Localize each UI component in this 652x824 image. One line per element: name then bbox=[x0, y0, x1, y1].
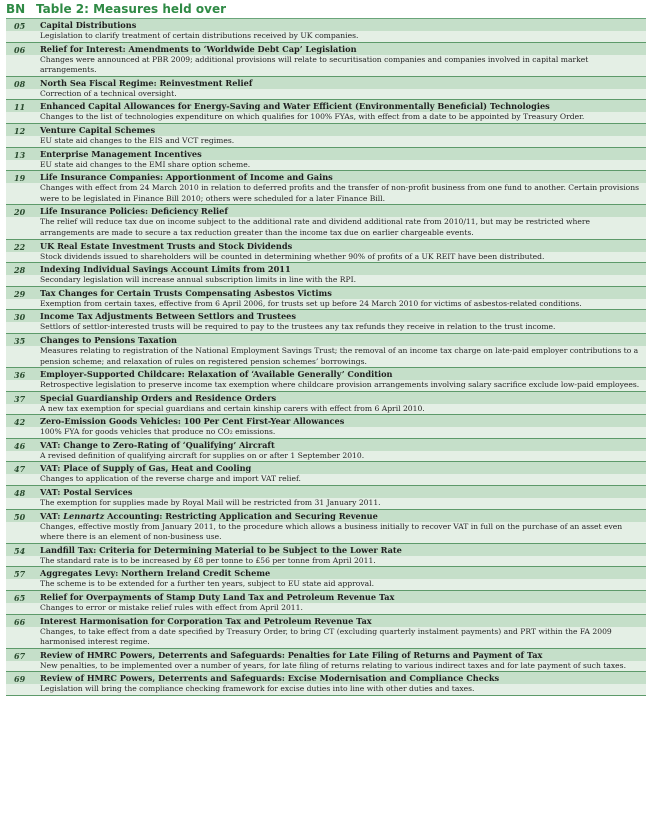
measure-description: EU state aid changes to the EMI share option scheme. bbox=[40, 159, 251, 169]
row-body bbox=[36, 510, 646, 543]
measure-title: Relief for Overpayments of Stamp Duty Land Tax and Petroleum Revenue Tax bbox=[36, 591, 646, 603]
row-body bbox=[36, 310, 646, 333]
measure-title: Enterprise Management Incentives bbox=[36, 148, 646, 160]
table-row bbox=[6, 124, 646, 148]
bn-number: 13 bbox=[6, 148, 36, 171]
measure-description: Measures relating to registration of the National Employment Savings Trust; the removal of an income tax charge on late-paid employer contributions to a pension scheme; and relaxation of rules on registered pension schemes’ borrowings. bbox=[40, 345, 639, 366]
table-row bbox=[6, 368, 646, 392]
row-body bbox=[36, 591, 646, 614]
row-body bbox=[36, 43, 646, 76]
row-body bbox=[36, 544, 646, 567]
bn-number: 11 bbox=[6, 100, 36, 123]
table-row bbox=[6, 567, 646, 591]
bn-number: 46 bbox=[6, 439, 36, 462]
bn-number: 12 bbox=[6, 124, 36, 147]
row-body bbox=[36, 124, 646, 147]
table-row bbox=[6, 19, 646, 43]
row-body bbox=[36, 462, 646, 485]
table-row bbox=[6, 43, 646, 77]
table-row bbox=[6, 649, 646, 673]
bn-number: 35 bbox=[6, 334, 36, 367]
row-body bbox=[36, 334, 646, 367]
measure-description: 100% FYA for goods vehicles that produce no CO₂ emissions. bbox=[40, 427, 276, 437]
measure-description: Secondary legislation will increase annual subscription limits in line with the RPI. bbox=[40, 275, 357, 285]
measure-title: UK Real Estate Investment Trusts and Stock Dividends bbox=[36, 240, 646, 252]
measure-description: New penalties, to be implemented over a number of years, for late filing of returns relating to various indirect taxes and for late payment of such taxes. bbox=[40, 660, 626, 670]
bn-number: 06 bbox=[6, 43, 36, 76]
measure-title: Income Tax Adjustments Between Settlors and Trustees bbox=[36, 310, 646, 322]
bn-number: 42 bbox=[6, 415, 36, 438]
measure-description: A revised definition of qualifying aircraft for supplies on or after 1 September 2010. bbox=[40, 450, 365, 460]
bn-number: 48 bbox=[6, 486, 36, 509]
table-title: Table 2: Measures held over bbox=[36, 2, 227, 16]
measure-description: Correction of a technical oversight. bbox=[40, 88, 177, 98]
table-row bbox=[6, 287, 646, 311]
measure-title: VAT: Lennartz Accounting: Restricting Application and Securing Revenue bbox=[36, 510, 646, 522]
table-row bbox=[6, 486, 646, 510]
table-row bbox=[6, 77, 646, 101]
table-row bbox=[6, 615, 646, 649]
measure-title: Life Insurance Companies: Apportionment of Income and Gains bbox=[36, 171, 646, 183]
row-body bbox=[36, 649, 646, 672]
measure-description: Changes to application of the reverse charge and import VAT relief. bbox=[40, 474, 301, 484]
bn-number: 22 bbox=[6, 240, 36, 263]
measure-title: Interest Harmonisation for Corporation Tax and Petroleum Revenue Tax bbox=[36, 615, 646, 627]
measure-description: Changes, to take effect from a date specified by Treasury Order, to bring CT (excluding quarterly instalment payments) and PRT within the FA 2009 harmonised interest regime. bbox=[40, 626, 612, 647]
bn-column-label: BN bbox=[6, 2, 26, 16]
measures-table bbox=[6, 19, 646, 696]
bn-number: 20 bbox=[6, 205, 36, 238]
measure-title: Relief for Interest: Amendments to ‘Worldwide Debt Cap’ Legislation bbox=[36, 43, 646, 55]
measure-title: Landfill Tax: Criteria for Determining Material to be Subject to the Lower Rate bbox=[36, 544, 646, 556]
measure-description: Retrospective legislation to preserve income tax exemption where childcare provision arrangements involving salary sacrifice exclude low-paid employees. bbox=[40, 380, 640, 390]
measure-title: VAT: Postal Services bbox=[36, 486, 646, 498]
measure-title: Capital Distributions bbox=[36, 19, 646, 31]
row-body bbox=[36, 100, 646, 123]
measure-description: Changes to the list of technologies expenditure on which qualifies for 100% FYAs, with effect from a date to be appointed by Treasury Order. bbox=[40, 112, 585, 122]
bn-number: 08 bbox=[6, 77, 36, 100]
row-body bbox=[36, 171, 646, 204]
table-row bbox=[6, 462, 646, 486]
table-row bbox=[6, 310, 646, 334]
measure-description: Changes with effect from 24 March 2010 in relation to deferred profits and the transfer of non-profit business from one fund to another. Certain provisions were to be legislated in Finance Bill 2010; others were scheduled for a later Finance Bill. bbox=[40, 183, 640, 203]
row-body bbox=[36, 415, 646, 438]
bn-number: 37 bbox=[6, 392, 36, 415]
measure-description: EU state aid changes to the EIS and VCT regimes. bbox=[40, 135, 235, 145]
row-body bbox=[36, 240, 646, 263]
bn-number: 28 bbox=[6, 263, 36, 286]
measure-description: Settlors of settlor-interested trusts will be required to pay to the trustees any tax refunds they receive in relation to the trust income. bbox=[40, 322, 556, 332]
bn-number: 30 bbox=[6, 310, 36, 333]
row-body bbox=[36, 567, 646, 590]
measure-title: North Sea Fiscal Regime: Reinvestment Relief bbox=[36, 77, 646, 89]
bn-number: 05 bbox=[6, 19, 36, 42]
measure-description: Changes were announced at PBR 2009; additional provisions will relate to securitisation companies and companies involved in capital market arrangements. bbox=[40, 54, 589, 75]
measure-description: Stock dividends issued to shareholders will be counted in determining whether 90% of profits of a UK REIT have been distributed. bbox=[40, 251, 545, 261]
bn-number: 29 bbox=[6, 287, 36, 310]
bn-number: 36 bbox=[6, 368, 36, 391]
table-header bbox=[6, 2, 646, 19]
measure-description: The exemption for supplies made by Royal Mail will be restricted from 31 January 2011. bbox=[40, 498, 381, 508]
bn-number: 19 bbox=[6, 171, 36, 204]
measure-description: Changes to error or mistake relief rules with effect from April 2011. bbox=[40, 603, 303, 613]
measure-description: The relief will reduce tax due on income subject to the additional rate and dividend additional rate from 2010/11, but may be restricted where arrangements are made to secure a tax reduction greater than the income tax due on earlier chargeable events. bbox=[40, 217, 591, 237]
table-row bbox=[6, 591, 646, 615]
measure-title: Indexing Individual Savings Account Limits from 2011 bbox=[36, 263, 646, 275]
row-body bbox=[36, 486, 646, 509]
bn-number: 67 bbox=[6, 649, 36, 672]
measure-description: The standard rate is to be increased by £8 per tonne to £56 per tonne from April 2011. bbox=[40, 555, 376, 565]
measure-title: Special Guardianship Orders and Residence Orders bbox=[36, 392, 646, 404]
measure-description: A new tax exemption for special guardians and certain kinship carers with effect from 6 April 2010. bbox=[40, 403, 425, 413]
row-body bbox=[36, 148, 646, 171]
table-row bbox=[6, 148, 646, 172]
table-row bbox=[6, 263, 646, 287]
row-body bbox=[36, 205, 646, 238]
table-row bbox=[6, 439, 646, 463]
measure-title: Zero-Emission Goods Vehicles: 100 Per Cent First-Year Allowances bbox=[36, 415, 646, 427]
row-body bbox=[36, 392, 646, 415]
measure-title: Venture Capital Schemes bbox=[36, 124, 646, 136]
measure-title: Review of HMRC Powers, Deterrents and Safeguards: Excise Modernisation and Compliance Checks bbox=[36, 672, 646, 684]
bn-number: 69 bbox=[6, 672, 36, 695]
measure-title: Enhanced Capital Allowances for Energy-Saving and Water Efficient (Environmentally Beneficial) Technologies bbox=[36, 100, 646, 112]
row-body bbox=[36, 77, 646, 100]
table-row bbox=[6, 510, 646, 544]
row-body bbox=[36, 287, 646, 310]
measure-title: VAT: Change to Zero-Rating of ‘Qualifying’ Aircraft bbox=[36, 439, 646, 451]
row-body bbox=[36, 263, 646, 286]
measure-title: VAT: Place of Supply of Gas, Heat and Cooling bbox=[36, 462, 646, 474]
table-row bbox=[6, 334, 646, 368]
measure-description: Changes, effective mostly from January 2011, to the procedure which allows a business initially to recover VAT in full on the purchase of an asset even where there is an element of non-business use. bbox=[40, 521, 623, 542]
table-row bbox=[6, 415, 646, 439]
table-row bbox=[6, 171, 646, 205]
measure-description: Exemption from certain taxes, effective from 6 April 2006, for trusts set up before 24 March 2010 for victims of asbestos-related conditions. bbox=[40, 298, 582, 308]
table-row bbox=[6, 392, 646, 416]
bn-number: 66 bbox=[6, 615, 36, 648]
row-body bbox=[36, 19, 646, 42]
table-row bbox=[6, 544, 646, 568]
row-body bbox=[36, 368, 646, 391]
measure-description: The scheme is to be extended for a further ten years, subject to EU state aid approval. bbox=[40, 579, 374, 589]
measure-title: Changes to Pensions Taxation bbox=[36, 334, 646, 346]
measure-title: Employer-Supported Childcare: Relaxation of ‘Available Generally’ Condition bbox=[36, 368, 646, 380]
measure-title: Tax Changes for Certain Trusts Compensating Asbestos Victims bbox=[36, 287, 646, 299]
bn-number: 50 bbox=[6, 510, 36, 543]
bn-number: 54 bbox=[6, 544, 36, 567]
table-row bbox=[6, 240, 646, 264]
measure-description: Legislation will bring the compliance checking framework for excise duties into line with other duties and taxes. bbox=[40, 684, 475, 694]
table-row bbox=[6, 205, 646, 239]
row-body bbox=[36, 672, 646, 695]
row-body bbox=[36, 615, 646, 648]
bn-number: 57 bbox=[6, 567, 36, 590]
measure-title: Review of HMRC Powers, Deterrents and Safeguards: Penalties for Late Filing of Returns and Payment of Tax bbox=[36, 649, 646, 661]
bn-number: 65 bbox=[6, 591, 36, 614]
bn-number: 47 bbox=[6, 462, 36, 485]
table-row bbox=[6, 100, 646, 124]
row-body bbox=[36, 439, 646, 462]
table-row bbox=[6, 672, 646, 696]
measure-title: Life Insurance Policies: Deficiency Relief bbox=[36, 205, 646, 217]
measure-description: Legislation to clarify treatment of certain distributions received by UK companies. bbox=[40, 31, 359, 40]
measure-title: Aggregates Levy: Northern Ireland Credit Scheme bbox=[36, 567, 646, 579]
